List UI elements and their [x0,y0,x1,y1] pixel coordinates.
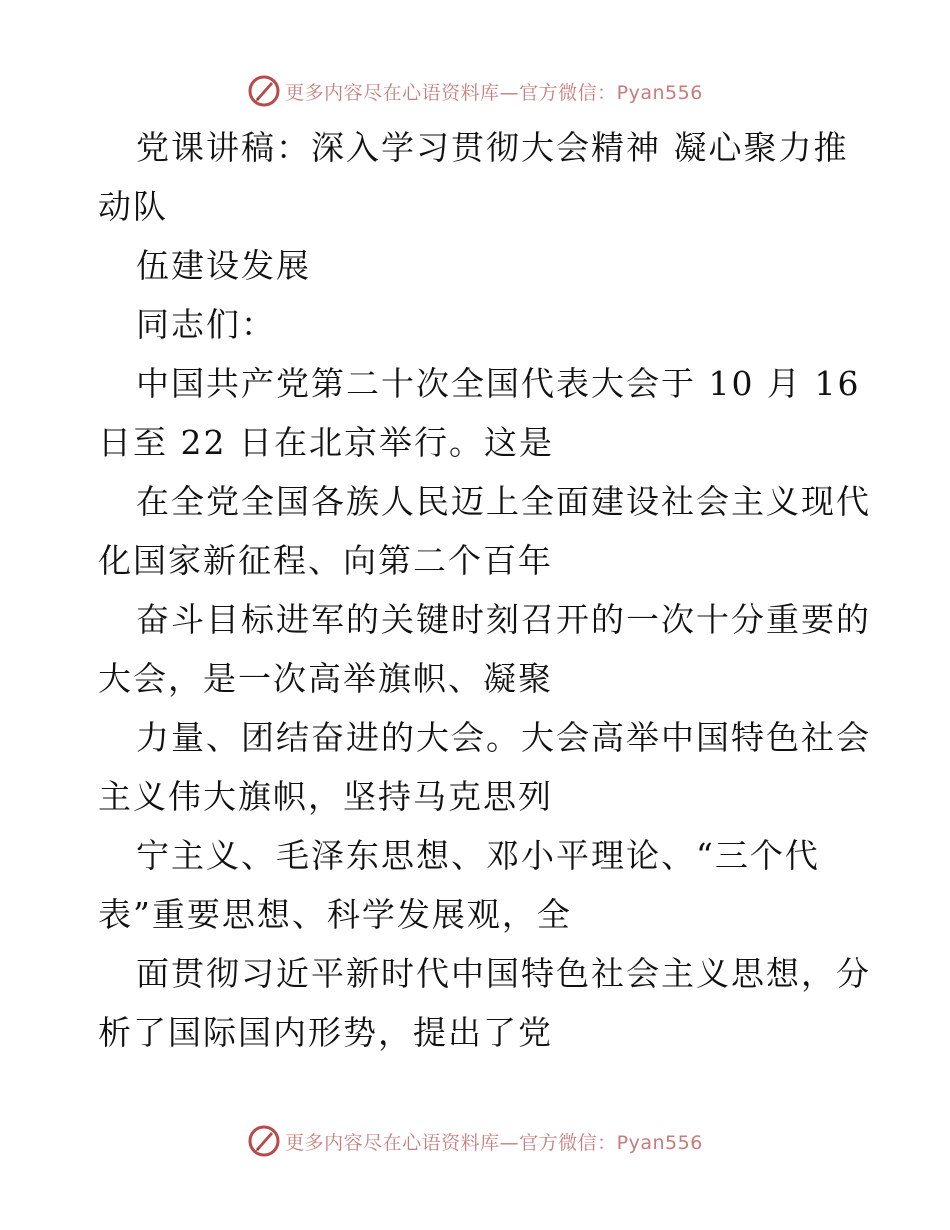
text-line: 奋斗目标进军的关键时刻召开的一次十分重要的 [136,600,871,639]
text-line: 面贯彻习近平新时代中国特色社会主义思想，分 [136,954,871,993]
text-line: 在全党全国各族人民迈上全面建设社会主义现代 [136,482,871,521]
text-line: 析了国际国内形势，提出了党 [98,1013,553,1052]
quill-logo-icon [247,1124,281,1158]
watermark-text: 更多内容尽在心语资料库—官方微信：Pyan556 [285,1131,703,1154]
text-line: 日至 22 日在北京举行。这是 [98,423,554,462]
text-line: 力量、团结奋进的大会。大会高举中国特色社会 [136,718,871,757]
text-line: 伍建设发展 [136,246,311,285]
text-line: 动队 [98,187,168,226]
wechat-id: Pyan556 [616,81,703,104]
text-line: 同志们： [136,305,276,344]
wechat-id: Pyan556 [616,1131,703,1154]
document-body [98,118,871,1062]
text-line: 主义伟大旗帜，坚持马克思列 [98,777,553,816]
watermark-text: 更多内容尽在心语资料库—官方微信：Pyan556 [285,81,703,104]
quill-logo-icon [247,74,281,108]
text-line: 表”重要思想、科学发展观，全 [98,895,572,934]
text-line: 化国家新征程、向第二个百年 [98,541,553,580]
text-line: 宁主义、毛泽东思想、邓小平理论、“三个代 [136,836,820,875]
text-line: 中国共产党第二十次全国代表大会于 10 月 16 [136,364,861,403]
text-line: 党课讲稿：深入学习贯彻大会精神 凝心聚力推 [136,128,849,167]
text-line: 大会，是一次高举旗帜、凝聚 [98,659,553,698]
footer-watermark [0,1121,950,1161]
header-watermark [0,71,950,111]
